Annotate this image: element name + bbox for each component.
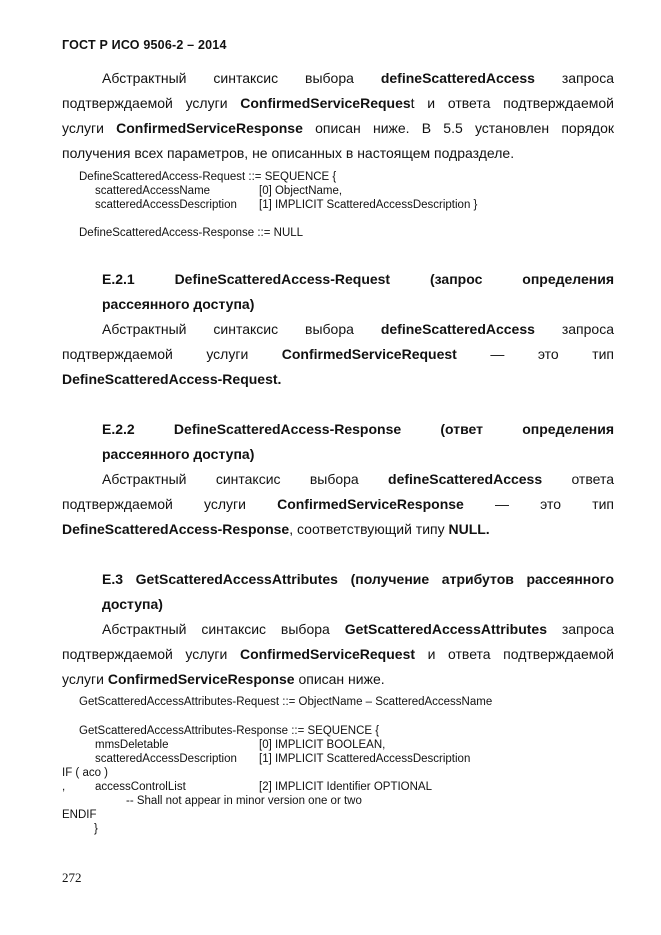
code-line: scatteredAccessDescription [1] IMPLICIT ScatteredAccessDescription } (95, 199, 478, 211)
section-heading-e21: E.2.1 DefineScatteredAccess-Request (запрос определения рассеянного доступа) (102, 271, 615, 312)
section-heading-e3: E.3 GetScatteredAccessAttributes (получение атрибутов рассеянного доступа) (102, 571, 615, 612)
code-define-response: DefineScatteredAccess-Response ::= NULL (79, 227, 304, 239)
code-line: mmsDeletable [0] IMPLICIT BOOLEAN, (95, 739, 386, 751)
e3-paragraph: Абстрактный синтаксис выбора GetScatteredAccessAttributes запроса подтверждаемой услуги ConfirmedServiceRequest и ответа подтверждаемой услуги ConfirmedServiceResponse описан ниже. (62, 621, 614, 687)
code-line: } (94, 823, 98, 835)
code-comment: -- Shall not appear in minor version one or two (126, 795, 362, 807)
code-line: ENDIF (62, 809, 97, 821)
intro-line-2: подтверждаемой услуги ConfirmedServiceRequest и ответа подтверждаемой (62, 95, 614, 111)
code-line: DefineScatteredAccess-Request ::= SEQUENCE { (79, 171, 337, 183)
intro-line-4: получения всех параметров, не описанных в настоящем подразделе. (62, 145, 515, 161)
code-get-request: GetScatteredAccessAttributes-Request ::= ObjectName – ScatteredAccessName (79, 696, 493, 708)
code-line: scatteredAccessName [0] ObjectName, (95, 185, 343, 197)
code-line: GetScatteredAccessAttributes-Response ::= SEQUENCE { (79, 725, 380, 737)
e21-paragraph: Абстрактный синтаксис выбора defineScatteredAccess запроса подтверждаемой услуги ConfirmedServiceRequest — это тип DefineScatteredAccess-Request. (62, 321, 614, 387)
code-line: IF ( aco ) (62, 767, 109, 779)
code-line: , accessControlList [2] IMPLICIT Identifier OPTIONAL (62, 781, 432, 793)
intro-line-1: Абстрактный синтаксис выбора defineScatteredAccess запроса (102, 70, 614, 86)
page-number: 272 (62, 870, 82, 885)
intro-line-3: услуги ConfirmedServiceResponse описан ниже. В 5.5 установлен порядок (62, 120, 615, 136)
code-define-request (79, 170, 477, 212)
intro-paragraph (62, 66, 614, 166)
document-header: ГОСТ Р ИСО 9506-2 – 2014 (62, 38, 227, 52)
e22-paragraph: Абстрактный синтаксис выбора defineScatteredAccess ответа подтверждаемой услуги ConfirmedServiceResponse — это тип DefineScatteredAccess-Response, соответствующий типу NULL. (62, 471, 614, 537)
section-heading-e22: E.2.2 DefineScatteredAccess-Response (ответ определения рассеянного доступа) (102, 421, 614, 462)
code-line: scatteredAccessDescription [1] IMPLICIT ScatteredAccessDescription (95, 753, 471, 765)
code-get-response (62, 724, 470, 836)
